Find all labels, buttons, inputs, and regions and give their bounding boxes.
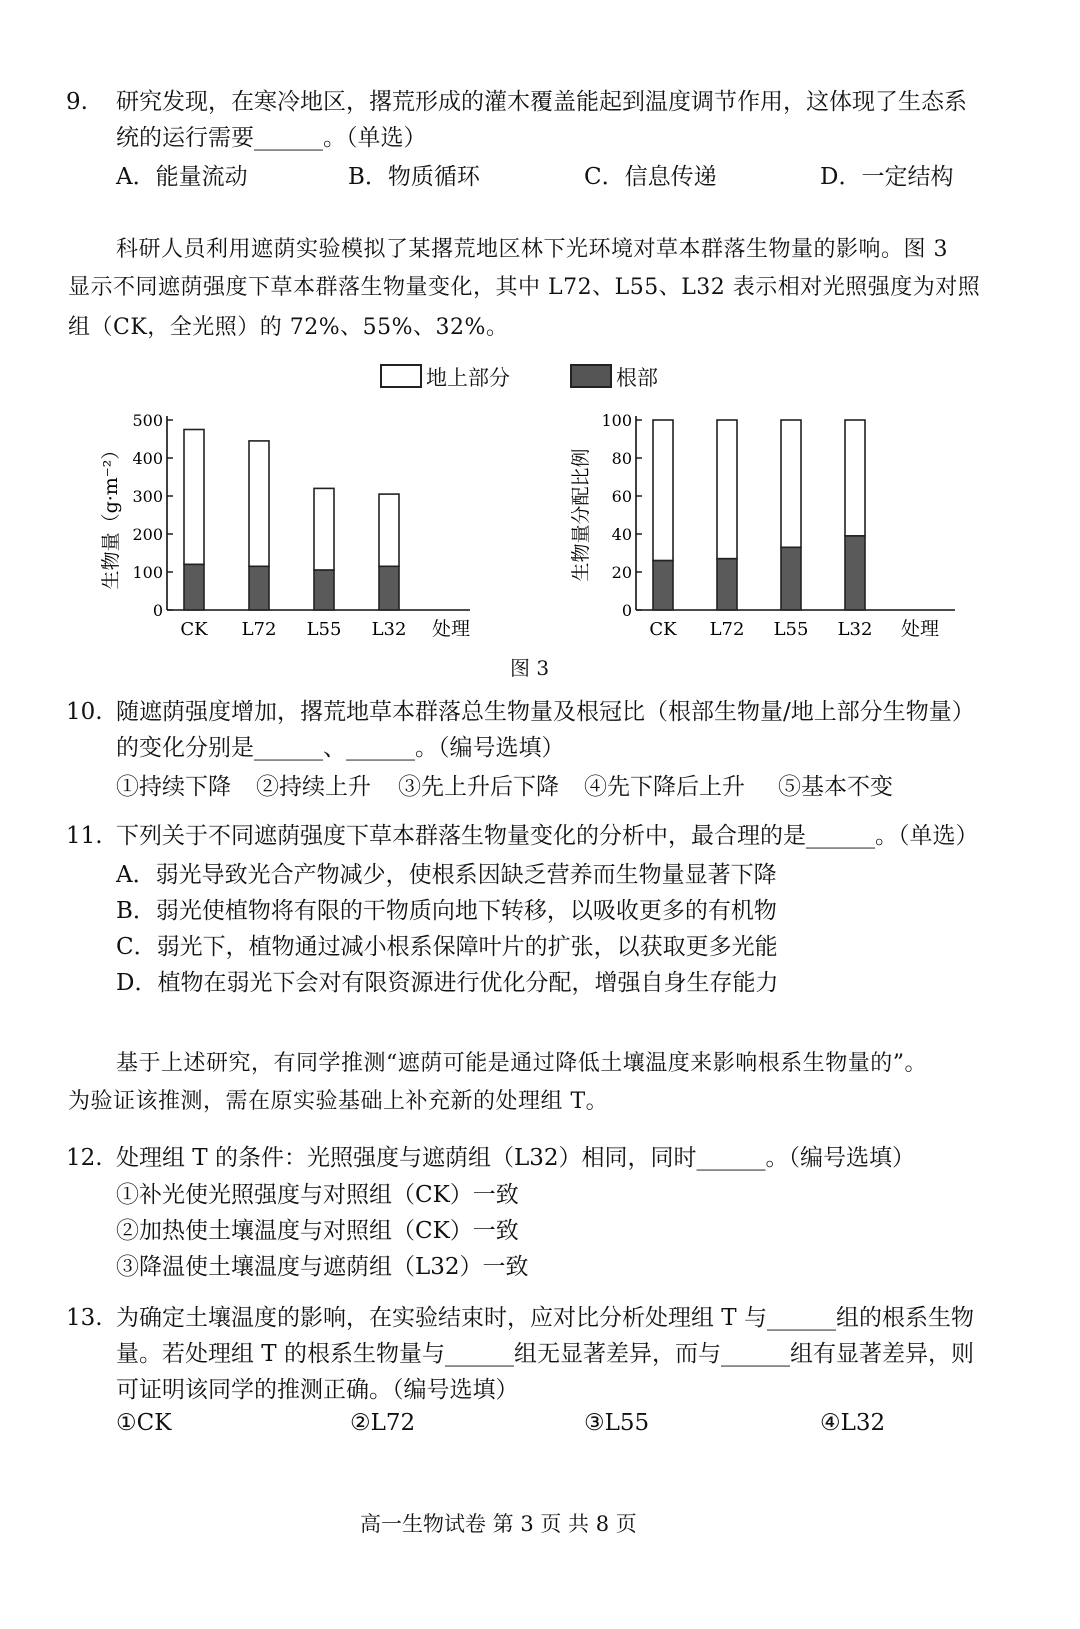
q13-option-3: ③L55 xyxy=(584,1410,650,1436)
q12-number: 12. xyxy=(66,1145,103,1171)
bar-root xyxy=(781,547,801,610)
legend-dark-swatch xyxy=(570,364,612,388)
page-footer: 高一生物试卷 第 3 页 共 8 页 xyxy=(360,1512,637,1536)
bar-above-ground xyxy=(184,430,204,565)
q13-stem-line1: 为确定土壤温度的影响，在实验结束时，应对比分析处理组 T 与______组的根系生物 xyxy=(116,1305,974,1331)
q12-option-3: ③降温使土壤温度与遮荫组（L32）一致 xyxy=(116,1254,529,1280)
x-tick-label: CK xyxy=(649,619,677,640)
intro-line1: 科研人员利用遮荫实验模拟了某撂荒地区林下光环境对草本群落生物量的影响。图 3 xyxy=(116,237,948,262)
q13-stem-line3: 可证明该同学的推测正确。（编号选填） xyxy=(116,1377,519,1403)
x-axis-label: 处理 xyxy=(431,618,471,640)
y-tick-label: 200 xyxy=(132,525,163,544)
legend-above-label: 地上部分 xyxy=(426,366,510,390)
bar-root xyxy=(717,559,737,610)
q11-stem: 下列关于不同遮荫强度下草本群落生物量变化的分析中，最合理的是______。（单选） xyxy=(116,823,979,849)
bar-root xyxy=(184,564,204,610)
y-axis-label: 生物量（g·m⁻²） xyxy=(100,440,122,590)
q10-option-3: ③先上升后下降 xyxy=(398,774,559,800)
bar-above-ground xyxy=(653,420,673,561)
y-tick-label: 0 xyxy=(621,601,632,620)
q9-option-d: D．一定结构 xyxy=(820,164,954,190)
y-axis-label: 生物量分配比例 xyxy=(570,448,592,582)
q10-option-5: ⑤基本不变 xyxy=(778,774,893,800)
bar-above-ground xyxy=(781,420,801,547)
q9-stem-line1: 研究发现，在寒冷地区，撂荒形成的灌木覆盖能起到温度调节作用，这体现了生态系 xyxy=(116,89,967,115)
figure-caption: 图 3 xyxy=(510,656,550,680)
q12-option-1: ①补光使光照强度与对照组（CK）一致 xyxy=(116,1182,519,1208)
bar-root xyxy=(314,570,334,610)
q10-option-1: ①持续下降 xyxy=(116,774,231,800)
intro2-line1: 基于上述研究，有同学推测“遮荫可能是通过降低土壤温度来影响根系生物量的”。 xyxy=(116,1051,927,1076)
y-tick-label: 80 xyxy=(611,449,632,468)
bar-root xyxy=(845,536,865,610)
x-tick-label: L55 xyxy=(306,619,342,640)
bar-above-ground xyxy=(314,488,334,570)
q9-stem-line2: 统的运行需要______。（单选） xyxy=(116,125,427,151)
q12-option-2: ②加热使土壤温度与对照组（CK）一致 xyxy=(116,1218,519,1244)
biomass-chart xyxy=(95,405,490,650)
bar-above-ground xyxy=(379,494,399,566)
x-tick-label: L72 xyxy=(241,619,277,640)
x-tick-label: L72 xyxy=(709,619,745,640)
q10-stem-line2: 的变化分别是______、______。（编号选填） xyxy=(116,735,565,761)
bar-above-ground xyxy=(249,441,269,566)
y-tick-label: 20 xyxy=(611,563,632,582)
q13-option-4: ④L32 xyxy=(820,1410,886,1436)
y-tick-label: 100 xyxy=(132,563,163,582)
q13-number: 13. xyxy=(66,1305,103,1331)
x-tick-label: L32 xyxy=(371,619,407,640)
bar-root xyxy=(379,566,399,610)
bar-above-ground xyxy=(845,420,865,536)
y-tick-label: 400 xyxy=(132,449,163,468)
q11-option-d: D．植物在弱光下会对有限资源进行优化分配，增强自身生存能力 xyxy=(116,970,779,996)
x-axis-label: 处理 xyxy=(900,618,940,640)
intro-line2: 显示不同遮荫强度下草本群落生物量变化，其中 L72、L55、L32 表示相对光照强度为对照 xyxy=(68,275,981,300)
q11-option-a: A．弱光导致光合产物减少，使根系因缺乏营养而生物量显著下降 xyxy=(116,862,777,888)
legend-root-label: 根部 xyxy=(616,366,658,390)
q10-stem-line1: 随遮荫强度增加，撂荒地草本群落总生物量及根冠比（根部生物量/地上部分生物量） xyxy=(116,699,975,725)
legend-above-ground xyxy=(380,362,510,392)
q13-stem-line2: 量。若处理组 T 的根系生物量与______组无显著差异，而与______组有显著差异，则 xyxy=(116,1341,974,1367)
q11-option-c: C．弱光下，植物通过减小根系保障叶片的扩张，以获取更多光能 xyxy=(116,934,778,960)
bar-above-ground xyxy=(717,420,737,559)
q11-number: 11. xyxy=(66,823,103,849)
legend-white-swatch xyxy=(380,364,422,388)
intro2-line2: 为验证该推测，需在原实验基础上补充新的处理组 T。 xyxy=(68,1089,609,1114)
q13-option-2: ②L72 xyxy=(350,1410,416,1436)
y-tick-label: 100 xyxy=(601,411,632,430)
q9-number: 9. xyxy=(66,89,88,115)
q12-stem: 处理组 T 的条件：光照强度与遮荫组（L32）相同，同时______。（编号选填） xyxy=(116,1145,916,1171)
x-tick-label: CK xyxy=(180,619,208,640)
q10-option-2: ②持续上升 xyxy=(256,774,371,800)
q9-option-a: A．能量流动 xyxy=(116,164,248,190)
x-tick-label: L32 xyxy=(837,619,873,640)
y-tick-label: 60 xyxy=(611,487,632,506)
q9-option-b: B．物质循环 xyxy=(348,164,480,190)
x-tick-label: L55 xyxy=(773,619,809,640)
y-tick-label: 300 xyxy=(132,487,163,506)
legend-root xyxy=(570,362,658,392)
q10-number: 10. xyxy=(66,699,103,725)
q9-option-c: C．信息传递 xyxy=(584,164,717,190)
y-tick-label: 40 xyxy=(611,525,632,544)
q10-option-4: ④先下降后上升 xyxy=(584,774,745,800)
y-tick-label: 0 xyxy=(152,601,163,620)
allocation-chart xyxy=(565,405,965,650)
q11-option-b: B．弱光使植物将有限的干物质向地下转移，以吸收更多的有机物 xyxy=(116,898,777,924)
q13-option-1: ①CK xyxy=(116,1410,172,1436)
bar-root xyxy=(249,566,269,610)
y-tick-label: 500 xyxy=(132,411,163,430)
intro-line3: 组（CK，全光照）的 72%、55%、32%。 xyxy=(68,315,509,340)
bar-root xyxy=(653,561,673,610)
